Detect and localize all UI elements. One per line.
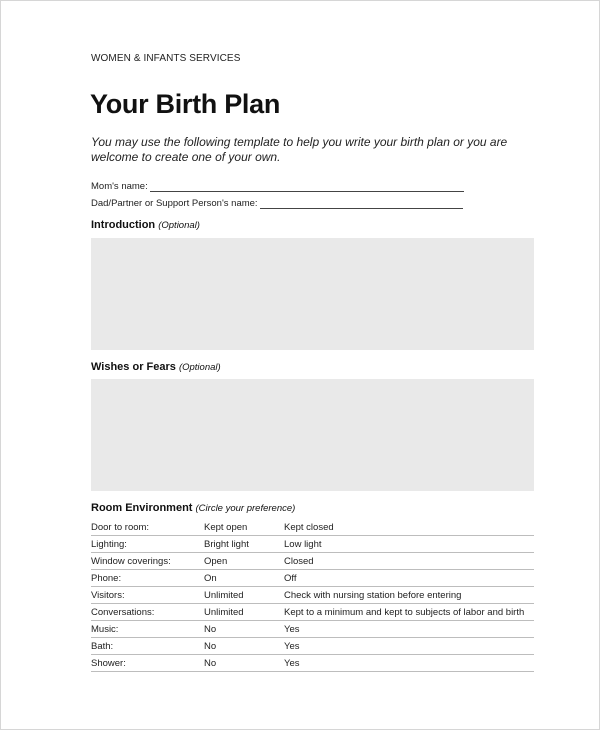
- mom-name-label: Mom's name:: [91, 181, 148, 192]
- table-row: [91, 553, 534, 570]
- partner-name-field[interactable]: [91, 198, 463, 209]
- option-1[interactable]: No: [204, 638, 284, 655]
- partner-name-label: Dad/Partner or Support Person's name:: [91, 198, 258, 209]
- mom-name-field[interactable]: [91, 181, 464, 192]
- organization-label: WOMEN & INFANTS SERVICES: [91, 53, 241, 64]
- room-environment-table: [91, 519, 534, 672]
- intro-text: You may use the following template to help you write your birth plan or you are welcome to create one of your own.: [91, 135, 508, 164]
- row-label: Phone:: [91, 570, 204, 587]
- page-title: Your Birth Plan: [90, 89, 281, 119]
- option-2[interactable]: Yes: [284, 638, 534, 655]
- table-row: [91, 638, 534, 655]
- room-environment-heading: [91, 502, 295, 514]
- table-row: [91, 587, 534, 604]
- wishes-title: Wishes or Fears: [91, 361, 176, 373]
- row-label: Lighting:: [91, 536, 204, 553]
- table-row: [91, 519, 534, 536]
- option-2[interactable]: Closed: [284, 553, 534, 570]
- option-1[interactable]: No: [204, 655, 284, 672]
- wishes-heading: [91, 361, 221, 373]
- room-environment-title: Room Environment: [91, 502, 193, 514]
- option-1[interactable]: Open: [204, 553, 284, 570]
- option-2[interactable]: Yes: [284, 655, 534, 672]
- wishes-note: (Optional): [178, 362, 221, 373]
- mom-name-line[interactable]: [150, 182, 464, 192]
- option-1[interactable]: Unlimited: [204, 587, 284, 604]
- row-label: Window coverings:: [91, 553, 204, 570]
- table-row: [91, 604, 534, 621]
- option-2[interactable]: Low light: [284, 536, 534, 553]
- option-2[interactable]: Off: [284, 570, 534, 587]
- option-2[interactable]: Yes: [284, 621, 534, 638]
- option-1[interactable]: On: [204, 570, 284, 587]
- introduction-title: Introduction: [91, 219, 156, 231]
- introduction-heading: [91, 219, 200, 231]
- row-label: Visitors:: [91, 587, 204, 604]
- wishes-textbox[interactable]: [91, 379, 534, 491]
- option-2[interactable]: Check with nursing station before entering: [284, 587, 534, 604]
- row-label: Bath:: [91, 638, 204, 655]
- row-label: Shower:: [91, 655, 204, 672]
- partner-name-line[interactable]: [260, 199, 463, 209]
- table-row: [91, 621, 534, 638]
- option-2[interactable]: Kept closed: [284, 519, 534, 536]
- option-1[interactable]: No: [204, 621, 284, 638]
- table-row: [91, 536, 534, 553]
- option-1[interactable]: Unlimited: [204, 604, 284, 621]
- table-row: [91, 570, 534, 587]
- row-label: Conversations:: [91, 604, 204, 621]
- room-environment-note: (Circle your preference): [195, 503, 296, 514]
- introduction-note: (Optional): [158, 220, 200, 231]
- introduction-textbox[interactable]: [91, 238, 534, 350]
- row-label: Door to room:: [91, 519, 204, 536]
- option-1[interactable]: Kept open: [204, 519, 284, 536]
- table-row: [91, 655, 534, 672]
- option-2[interactable]: Kept to a minimum and kept to subjects of labor and birth: [284, 604, 534, 621]
- option-1[interactable]: Bright light: [204, 536, 284, 553]
- row-label: Music:: [91, 621, 204, 638]
